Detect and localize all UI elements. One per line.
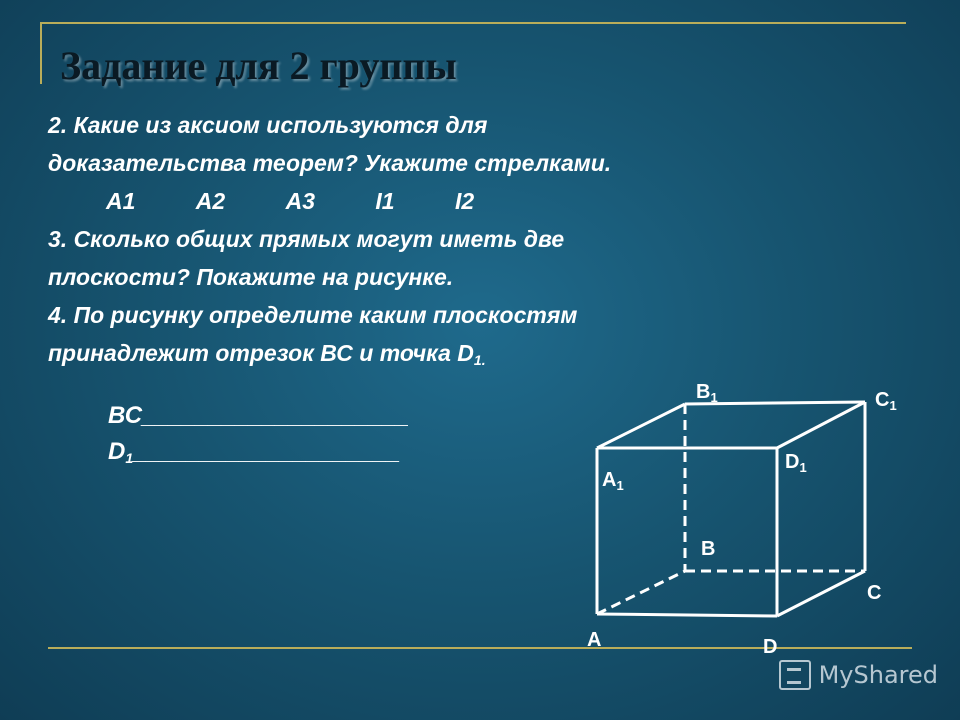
answers-block — [108, 398, 409, 476]
d1-sub: 1 — [125, 450, 134, 466]
bc-blank: ____________________ — [142, 402, 410, 429]
edge-a1-b1 — [597, 404, 685, 448]
left-rule — [40, 22, 42, 84]
edge-d1-c1 — [777, 402, 865, 448]
questions-block — [48, 106, 928, 379]
slide-title: Задание для 2 группы — [60, 43, 457, 88]
d1-blank: ____________________ — [133, 438, 401, 465]
q4-line2-text: принадлежит отрезок ВС и точка D — [48, 340, 474, 366]
q4-line1: 4. По рисунку определите каким плоскостям — [48, 302, 578, 328]
top-rule — [40, 22, 906, 24]
axiom-i2: I2 — [454, 188, 475, 214]
edge-a-b-hidden — [597, 571, 685, 614]
q4-line2-sub: 1. — [473, 352, 486, 368]
axiom-i1: I1 — [375, 188, 395, 214]
label-b1: $B_1$ — [696, 381, 718, 405]
label-a: A — [587, 629, 602, 651]
myshared-logo-icon — [779, 660, 811, 690]
q2-line1: 2. Какие из аксиом используются для — [48, 112, 488, 138]
axiom-a2: А2 — [195, 188, 226, 214]
d1-label: D — [108, 438, 126, 465]
label-d1: $D_1$ — [785, 451, 807, 475]
axiom-a1: А1 — [106, 188, 136, 214]
edge-a-d — [597, 614, 777, 616]
axiom-a3: А3 — [285, 188, 315, 214]
d1-answer — [108, 434, 409, 476]
watermark — [779, 660, 938, 690]
label-c: C — [867, 582, 882, 604]
label-d: D — [763, 636, 778, 658]
label-b: B — [701, 538, 716, 560]
bc-label: ВС — [108, 402, 143, 429]
axiom-list — [48, 182, 928, 220]
cube-diagram — [560, 360, 920, 660]
q3-line1: 3. Сколько общих прямых могут иметь две — [48, 226, 565, 252]
watermark-text: MyShared — [818, 661, 938, 689]
label-c1: $C_1$ — [875, 389, 897, 413]
label-a1: $A_1$ — [602, 469, 624, 493]
q3-line2: плоскости? Покажите на рисунке. — [48, 264, 454, 290]
q2-line2: доказательства теорем? Укажите стрелками. — [48, 150, 612, 176]
bc-answer — [108, 398, 409, 434]
edge-d-c — [777, 571, 865, 616]
